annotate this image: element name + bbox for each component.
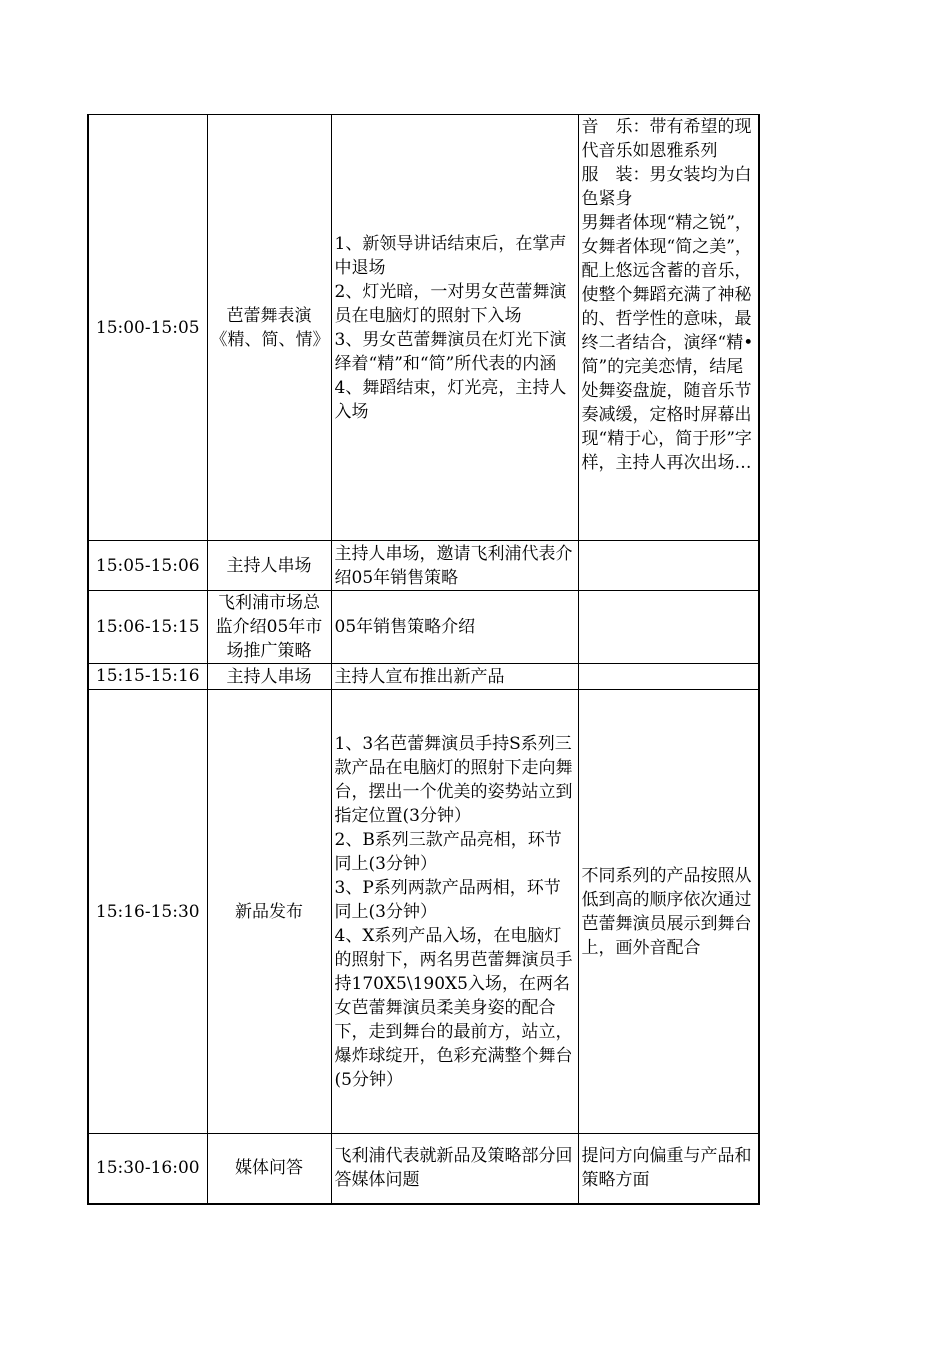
- time-cell: 15:30-16:00: [88, 1134, 207, 1204]
- item-cell: 芭蕾舞表演《精、简、情》: [207, 115, 331, 541]
- table-row: [88, 690, 759, 1134]
- description-cell: 05年销售策略介绍: [331, 591, 578, 664]
- description-cell: 1、新领导讲话结束后，在掌声中退场 2、灯光暗，一对男女芭蕾舞演员在电脑灯的照射下入场 3、男女芭蕾舞演员在灯光下演绎着“精”和“简”所代表的内涵 4、舞蹈结束，灯光亮，主持人入场: [331, 115, 578, 541]
- table-row: [88, 591, 759, 664]
- time-cell: 15:15-15:16: [88, 664, 207, 690]
- note-cell: [578, 591, 759, 664]
- table-row: [88, 664, 759, 690]
- time-cell: 15:06-15:15: [88, 591, 207, 664]
- table-row: [88, 115, 759, 541]
- item-cell: 新品发布: [207, 690, 331, 1134]
- description-cell: 主持人串场，邀请飞利浦代表介绍05年销售策略: [331, 541, 578, 591]
- schedule-table: [87, 114, 760, 1205]
- note-cell: 音 乐：带有希望的现代音乐如恩雅系列 服 装：男女装均为白色紧身 男舞者体现“精之锐”，女舞者体现“简之美”，配上悠远含蓄的音乐，使整个舞蹈充满了神秘的、哲学性的意味，最终二者结合，演绎“精•简”的完美恋情，结尾处舞姿盘旋，随音乐节奏减缓，定格时屏幕出现“精于心，简于形”字样，主持人再次出场…: [578, 115, 759, 541]
- time-cell: 15:05-15:06: [88, 541, 207, 591]
- note-cell: [578, 541, 759, 591]
- item-cell: 主持人串场: [207, 664, 331, 690]
- item-cell: 飞利浦市场总监介绍05年市场推广策略: [207, 591, 331, 664]
- note-cell: 不同系列的产品按照从低到高的顺序依次通过芭蕾舞演员展示到舞台上，画外音配合: [578, 690, 759, 1134]
- time-cell: 15:16-15:30: [88, 690, 207, 1134]
- note-cell: [578, 664, 759, 690]
- item-cell: 媒体问答: [207, 1134, 331, 1204]
- item-cell: 主持人串场: [207, 541, 331, 591]
- table-row: [88, 541, 759, 591]
- description-cell: 主持人宣布推出新产品: [331, 664, 578, 690]
- description-cell: 1、3名芭蕾舞演员手持S系列三款产品在电脑灯的照射下走向舞台，摆出一个优美的姿势站立到指定位置(3分钟） 2、B系列三款产品亮相，环节同上(3分钟） 3、P系列两款产品两相，环节同上(3分钟） 4、X系列产品入场，在电脑灯的照射下，两名男芭蕾舞演员手持170X5\190X5入场，在两名女芭蕾舞演员柔美身姿的配合下，走到舞台的最前方，站立，爆炸球绽开，色彩充满整个舞台(5分钟）: [331, 690, 578, 1134]
- note-cell: 提问方向偏重与产品和策略方面: [578, 1134, 759, 1204]
- description-cell: 飞利浦代表就新品及策略部分回答媒体问题: [331, 1134, 578, 1204]
- table-row: [88, 1134, 759, 1204]
- time-cell: 15:00-15:05: [88, 115, 207, 541]
